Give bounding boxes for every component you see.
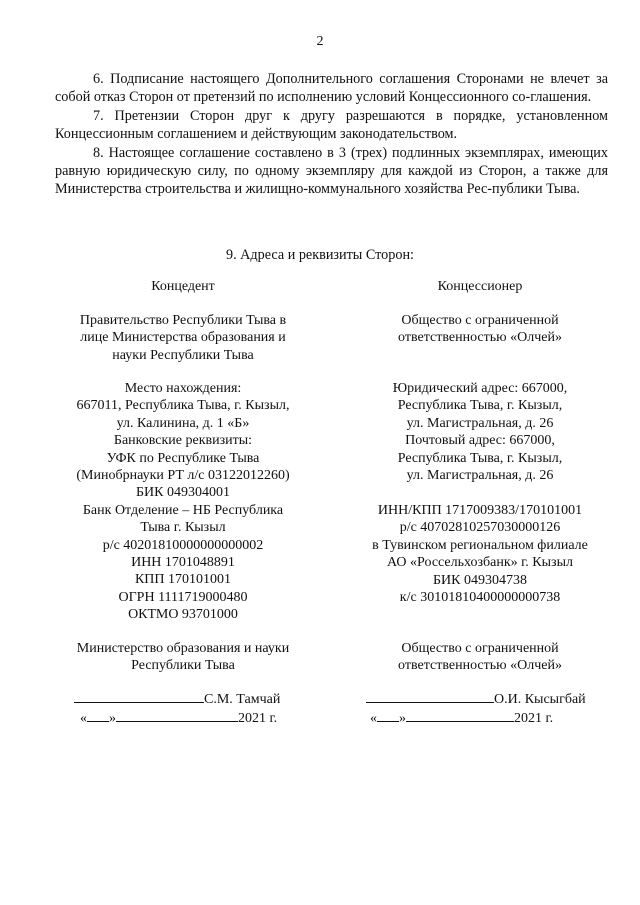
page-number: 2: [316, 34, 324, 49]
concedent-signer-org-line: Министерство образования и науки: [76, 641, 290, 656]
concedent-name-line: Правительство Республики Тыва в: [79, 313, 287, 328]
concessionaire-heading: Концессионер: [437, 279, 523, 294]
concessionaire-signer-org: [345, 640, 615, 680]
concedent-detail-line: 667011, Республика Тыва, г. Кызыл,: [76, 398, 290, 414]
concedent-column: [48, 278, 318, 623]
concessionaire-signer-name: О.И. Кысыгбай: [494, 692, 586, 707]
concessionaire-bank-details: [345, 502, 615, 606]
concedent-detail-line: Место нахождения:: [124, 381, 242, 396]
concedent-detail-line: (Минобрнауки РТ л/с 03122012260): [76, 468, 290, 484]
concedent-date-year: 2021 г.: [238, 711, 278, 726]
clause-7: 7. Претензии Сторон друг к другу разрешаются в порядке, установленном Концессионным соглашением и действующим законодательством.: [55, 108, 608, 142]
concessionaire-address: [345, 380, 615, 484]
date-close-quote: »: [109, 711, 116, 726]
concessionaire-address-line: Республика Тыва, г. Кызыл,: [397, 450, 563, 466]
concedent-detail-line: УФК по Республике Тыва: [106, 450, 260, 466]
concessionaire-name-line: Общество с ограниченной: [401, 313, 559, 328]
day-line: [377, 709, 399, 722]
concedent-signature: [74, 690, 280, 708]
concedent-detail-line: ул. Калинина, д. 1 «Б»: [116, 415, 250, 431]
date-open-quote: «: [370, 711, 377, 726]
concedent-name: [48, 312, 318, 364]
concedent-detail-line: КПП 170101001: [134, 572, 232, 588]
concedent-detail-line: БИК 049304001: [136, 485, 230, 501]
concessionaire-address-line: Республика Тыва, г. Кызыл,: [397, 398, 563, 414]
day-line: [87, 709, 109, 722]
concessionaire-address-line: ул. Магистральная, д. 26: [406, 415, 554, 431]
section-title: 9. Адреса и реквизиты Сторон:: [225, 247, 414, 263]
concessionaire-address-line: Юридический адрес: 667000,: [392, 381, 568, 396]
concedent-name-line: лице Министерства образования и: [80, 330, 286, 346]
concedent-signer-name: С.М. Тамчай: [204, 692, 281, 707]
concedent-detail-line: ОКТМО 93701000: [128, 607, 238, 623]
concessionaire-bank-line: р/с 40702810257030000126: [399, 520, 561, 536]
concessionaire-bank-line: БИК 049304738: [433, 572, 527, 588]
concessionaire-column: [345, 278, 615, 608]
clause-6: 6. Подписание настоящего Дополнительного соглашения Сторонами не влечет за собой отказ Сторон от претензий по исполнению условий Концессионного со-глашения.: [55, 71, 608, 105]
concessionaire-bank-line: ИНН/КПП 1717009383/170101001: [377, 503, 583, 518]
signature-line: [366, 690, 494, 703]
concessionaire-signer-org-line: ответственностью «Олчей»: [398, 658, 562, 674]
date-open-quote: «: [80, 711, 87, 726]
concedent-signer-org: [48, 640, 318, 680]
clause-8: 8. Настоящее соглашение составлено в 3 (трех) подлинных экземплярах, имеющих равную юридическую силу, по одному экземпляру для каждой из Сторон, а также для Министерства строительства и жилищно-коммунального хозяйства Рес-публики Тыва.: [55, 145, 608, 197]
concessionaire-address-line: ул. Магистральная, д. 26: [406, 468, 554, 484]
concedent-detail-line: ОГРН 1111719000480: [118, 589, 248, 605]
concedent-detail-line: Банковские реквизиты:: [113, 433, 253, 449]
concedent-detail-line: ИНН 1701048891: [131, 555, 235, 571]
concessionaire-date-year: 2021 г.: [514, 711, 554, 726]
concedent-signer-org-line: Республики Тыва: [131, 658, 235, 674]
concessionaire-date: [370, 709, 553, 727]
concessionaire-signature: [366, 690, 586, 708]
concessionaire-bank-line: в Тувинском региональном филиале: [372, 537, 588, 553]
concessionaire-signer-org-line: Общество с ограниченной: [401, 641, 559, 656]
concedent-detail-line: р/с 40201810000000000002: [102, 537, 264, 553]
concedent-details: [48, 380, 318, 624]
month-line: [406, 709, 514, 722]
concedent-heading: Концедент: [151, 279, 215, 294]
concessionaire-name: [345, 312, 615, 347]
concessionaire-bank-line: к/с 30101810400000000738: [399, 590, 561, 606]
signature-line: [74, 690, 204, 703]
concedent-name-line: науки Республики Тыва: [112, 347, 254, 363]
concedent-detail-line: Банк Отделение – НБ Республика: [82, 502, 284, 518]
concessionaire-bank-line: АО «Россельхозбанк» г. Кызыл: [387, 555, 573, 571]
concessionaire-address-line: Почтовый адрес: 667000,: [405, 433, 555, 449]
concedent-detail-line: Тыва г. Кызыл: [140, 520, 226, 536]
agreement-clauses: [55, 70, 608, 198]
date-close-quote: »: [399, 711, 406, 726]
month-line: [116, 709, 238, 722]
concessionaire-name-line: ответственностью «Олчей»: [398, 330, 562, 346]
concedent-date: [80, 709, 277, 727]
